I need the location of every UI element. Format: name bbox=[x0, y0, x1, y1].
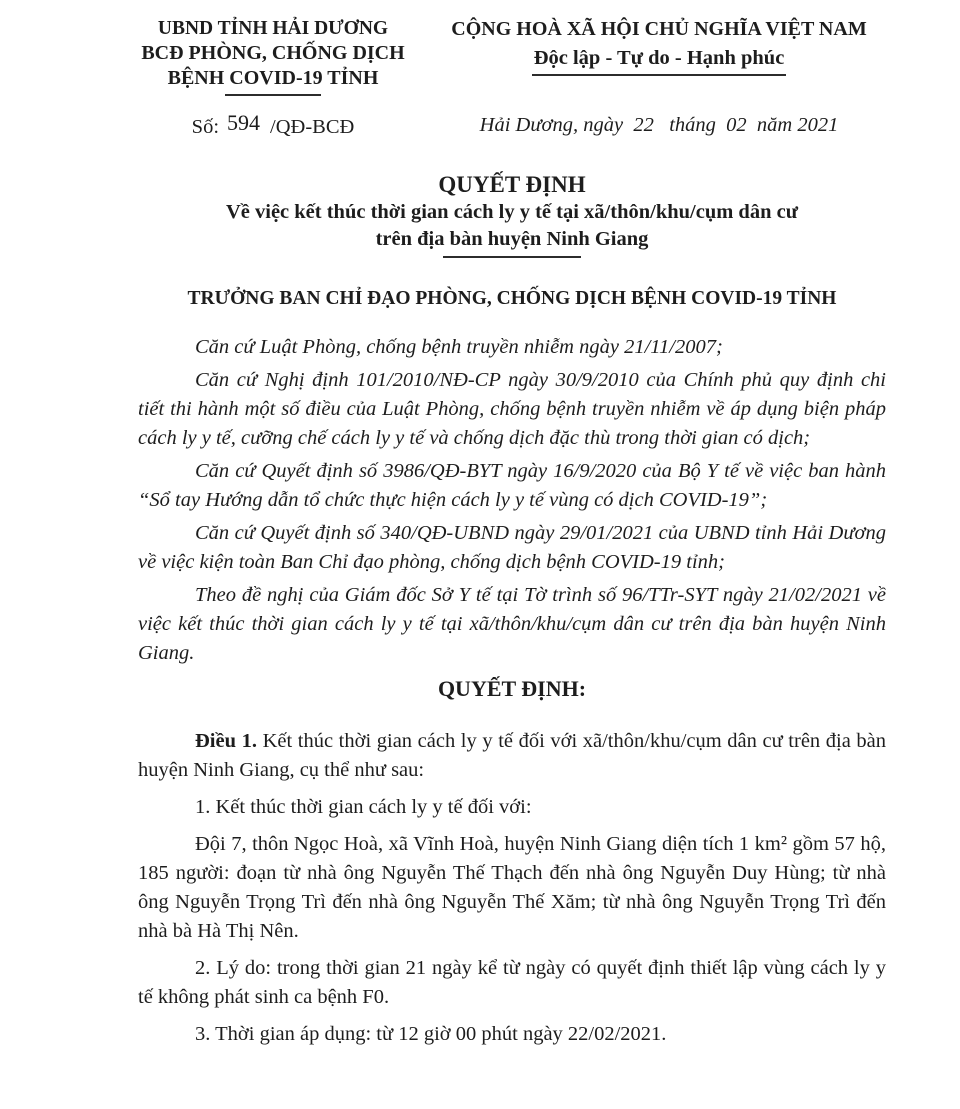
national-title: CỘNG HOÀ XÃ HỘI CHỦ NGHĨA VIỆT NAM bbox=[451, 18, 867, 40]
document-number-label: Số: bbox=[191, 116, 220, 138]
issuing-authority-line2: BCĐ PHÒNG, CHỐNG DỊCH bbox=[141, 42, 405, 64]
preamble-paragraph: Căn cứ Nghị định 101/2010/NĐ-CP ngày 30/9/2010 của Chính phủ quy định chi tiết thi hành một số điều của Luật Phòng, chống bệnh truyền nhiễm về áp dụng biện pháp cách ly y tế, cưỡng chế cách ly y tế và chống dịch đặc thù trong thời gian có dịch; bbox=[138, 369, 886, 449]
article-1-item-3: 3. Thời gian áp dụng: từ 12 giờ 00 phút ngày 22/02/2021. bbox=[195, 1023, 667, 1045]
document-subtitle-line2: trên địa bàn huyện Ninh Giang bbox=[375, 228, 649, 250]
document-type-heading: QUYẾT ĐỊNH bbox=[438, 172, 586, 197]
document-subtitle-line1: Về việc kết thúc thời gian cách ly y tế tại xã/thôn/khu/cụm dân cư bbox=[225, 201, 799, 223]
issuing-official-title: TRƯỞNG BAN CHỈ ĐẠO PHÒNG, CHỐNG DỊCH BỆNH COVID-19 TỈNH bbox=[187, 288, 837, 309]
preamble-section bbox=[138, 333, 886, 668]
preamble-paragraph: Căn cứ Luật Phòng, chống bệnh truyền nhiễm ngày 21/11/2007; bbox=[195, 336, 723, 358]
place-date-line: Hải Dương, ngày 22 tháng 02 năm 2021 bbox=[479, 114, 839, 136]
national-header-block bbox=[428, 16, 890, 76]
issuing-authority-line1: UBND TỈNH HẢI DƯƠNG bbox=[157, 18, 389, 39]
document-number-value: 594 bbox=[227, 110, 261, 135]
preamble-paragraph: Căn cứ Quyết định số 340/QĐ-UBND ngày 29/01/2021 của UBND tỉnh Hải Dương về việc kiện toàn Ban Chỉ đạo phòng, chống dịch bệnh COVID-19 tỉnh; bbox=[138, 522, 886, 573]
article-1-item-2: 2. Lý do: trong thời gian 21 ngày kể từ ngày có quyết định thiết lập vùng cách ly y tế không phát sinh ca bệnh F0. bbox=[138, 957, 886, 1008]
preamble-paragraph: Theo đề nghị của Giám đốc Sở Y tế tại Tờ trình số 96/TTr-SYT ngày 21/02/2021 về việc kết thúc thời gian cách ly y tế tại xã/thôn/khu/cụm dân cư trên địa bàn huyện Ninh Giang. bbox=[138, 584, 886, 664]
document-number-suffix: /QĐ-BCĐ bbox=[270, 116, 355, 138]
decision-heading: QUYẾT ĐỊNH: bbox=[437, 676, 587, 701]
articles-section bbox=[138, 727, 886, 1049]
issuing-authority-block bbox=[128, 16, 418, 96]
issuing-authority-line3: BỆNH COVID-19 TỈNH bbox=[167, 67, 379, 89]
document-number bbox=[128, 110, 418, 139]
article-1-item-1: 1. Kết thúc thời gian cách ly y tế đối với: bbox=[195, 796, 532, 818]
issuing-authority-underline bbox=[225, 94, 321, 96]
article-1-item-1-detail: Đội 7, thôn Ngọc Hoà, xã Vĩnh Hoà, huyện Ninh Giang diện tích 1 km² gồm 57 hộ, 185 người: đoạn từ nhà ông Nguyễn Thế Thạch đến nhà ông Nguyễn Duy Hùng; từ nhà ông Nguyễn Trọng Trì đến nhà ông Nguyễn Thế Xăm; từ nhà ông Nguyễn Trọng Trì đến nhà bà Hà Thị Nên. bbox=[138, 833, 886, 942]
national-motto: Độc lập - Tự do - Hạnh phúc bbox=[532, 46, 787, 76]
preamble-paragraph: Căn cứ Quyết định số 3986/QĐ-BYT ngày 16/9/2020 của Bộ Y tế về việc ban hành “Sổ tay Hướng dẫn tổ chức thực hiện cách ly y tế vùng có dịch COVID-19”; bbox=[138, 460, 886, 511]
article-1-paragraph bbox=[138, 727, 886, 785]
article-1-text: Kết thúc thời gian cách ly y tế đối với xã/thôn/khu/cụm dân cư trên địa bàn huyện Ninh Giang, cụ thể như sau: bbox=[138, 730, 887, 781]
title-underline bbox=[443, 256, 581, 258]
article-1-label: Điều 1. bbox=[195, 730, 257, 752]
